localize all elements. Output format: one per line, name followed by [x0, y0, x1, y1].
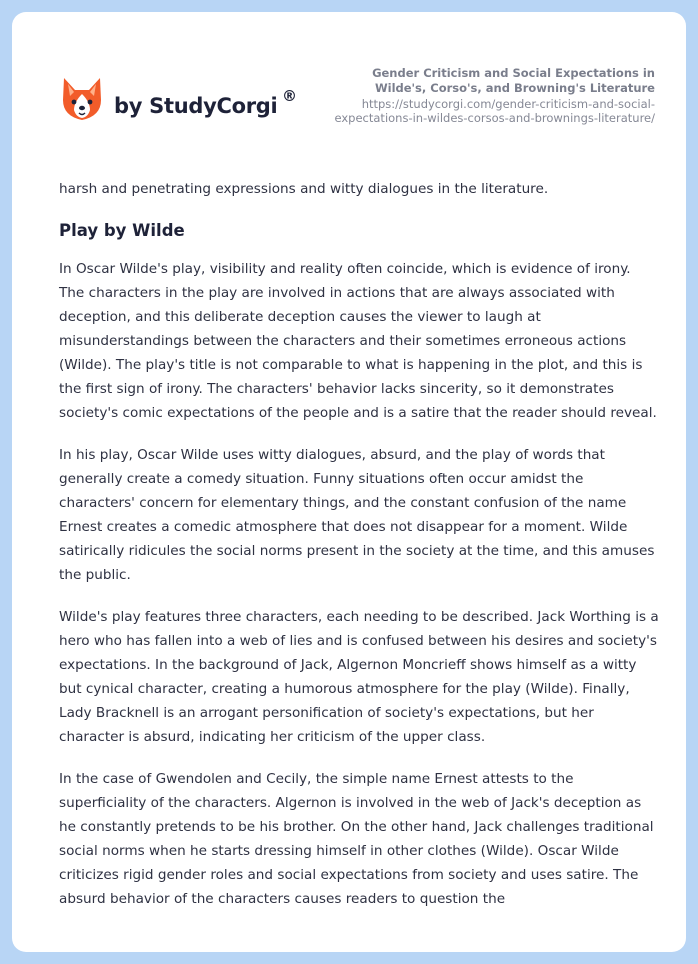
- document-body: [59, 177, 659, 929]
- logo-text: by StudyCorgi: [114, 94, 278, 118]
- corgi-logo-icon: [60, 76, 104, 124]
- studycorgi-logo[interactable]: [60, 76, 310, 126]
- section-heading: Play by Wilde: [59, 221, 185, 240]
- registered-mark: ®: [282, 87, 297, 105]
- paragraph: In his play, Oscar Wilde uses witty dialogues, absurd, and the play of words that generally create a comedy situation. Funny situations often occur amidst the characters' concern for elementary things, and the constant confusion of the name Ernest creates a comedic atmosphere that does not disappear for a moment. Wilde satirically ridicules the social norms present in the society at the time, and this amuses the public.: [59, 447, 655, 583]
- paragraph: In the case of Gwendolen and Cecily, the simple name Ernest attests to the superficiality of the characters. Algernon is involved in the web of Jack's deception as he constantly pretends to be his brother. On the other hand, Jack challenges traditional social norms when he starts dressing himself in other clothes (Wilde). Oscar Wilde criticizes rigid gender roles and social expectations from society and uses satire. The absurd behavior of the characters causes readers to question the: [59, 771, 654, 907]
- document-page: [12, 12, 686, 952]
- intro-paragraph: harsh and penetrating expressions and witty dialogues in the literature.: [59, 181, 549, 197]
- document-title: Gender Criticism and Social Expectations in Wilde's, Corso's, and Browning's Literature: [372, 66, 655, 95]
- paragraph: In Oscar Wilde's play, visibility and reality often coincide, which is evidence of irony. The characters in the play are involved in actions that are always associated with deception, and this deliberate deception causes the viewer to laugh at misunderstandings between the characters and their sometimes erroneous actions (Wilde). The play's title is not comparable to what is happening in the plot, and this is the first sign of irony. The characters' behavior lacks sincerity, so it demonstrates society's comic expectations of the people and is a satire that the reader should reveal.: [59, 261, 657, 421]
- document-url[interactable]: https://studycorgi.com/gender-criticism-and-social-expectations-in-wildes-corsos-and-brownings-literature/: [334, 97, 655, 125]
- paragraph: Wilde's play features three characters, each needing to be described. Jack Worthing is a hero who has fallen into a web of lies and is confused between his desires and society's expectations. In the background of Jack, Algernon Moncrieff shows himself as a witty but cynical character, creating a humorous atmosphere for the play (Wilde). Finally, Lady Bracknell is an arrogant personification of society's expectations, but her character is absurd, indicating her criticism of the upper class.: [59, 609, 659, 745]
- page-header: [12, 12, 686, 162]
